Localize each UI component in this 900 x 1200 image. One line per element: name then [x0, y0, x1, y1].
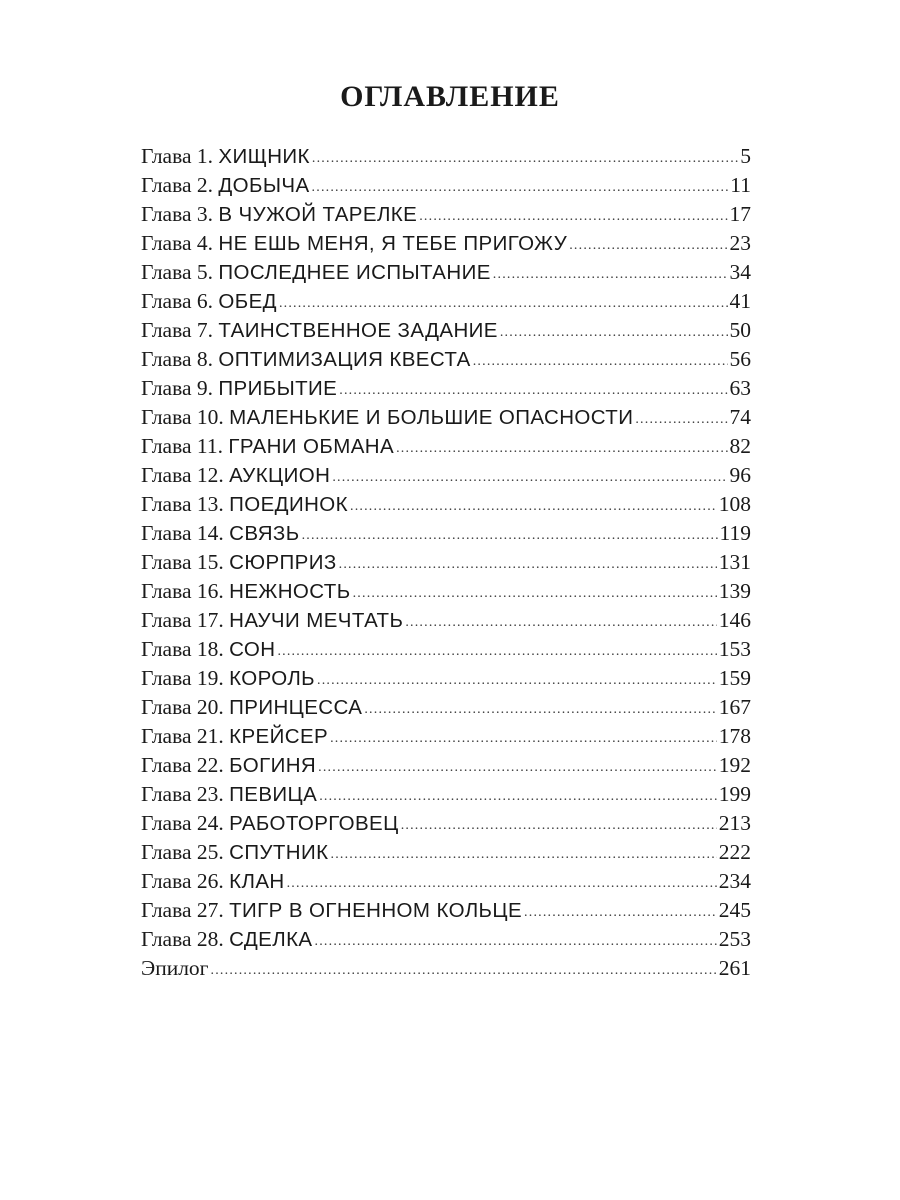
toc-entry-title: КЛАН: [229, 870, 285, 893]
toc-entry-prefix: Глава 22.: [141, 753, 230, 777]
toc-dot-leader: [419, 202, 727, 231]
toc-entry-page-number: 146: [718, 608, 751, 632]
toc-entry-page-number: 23: [729, 231, 751, 255]
toc-entry-prefix: Глава 2.: [141, 173, 219, 197]
toc-entry-page-number: 139: [718, 579, 751, 603]
toc-entry-prefix: Глава 5.: [141, 260, 219, 284]
toc-entry-page-number: 63: [729, 376, 751, 400]
toc-dot-leader: [330, 724, 717, 753]
toc-entry-label: [141, 809, 399, 838]
toc-entry-prefix: Глава 12.: [141, 463, 230, 487]
toc-entry[interactable]: [141, 403, 751, 432]
toc-entry-prefix: Глава 20.: [141, 695, 230, 719]
toc-entry-prefix: Эпилог: [141, 956, 209, 980]
toc-entry-page-number: 131: [718, 550, 751, 574]
toc-entry[interactable]: [141, 693, 751, 722]
toc-entry-prefix: Глава 18.: [141, 637, 230, 661]
toc-entry[interactable]: [141, 577, 751, 606]
toc-entry-page-number: 17: [729, 202, 751, 226]
toc-entry[interactable]: [141, 664, 751, 693]
toc-dot-leader: [401, 811, 717, 840]
toc-entry[interactable]: [141, 258, 751, 287]
toc-entry-label: [141, 345, 471, 374]
toc-dot-leader: [312, 144, 738, 173]
toc-entry[interactable]: [141, 142, 751, 171]
toc-entry-page-number: 253: [718, 927, 751, 951]
toc-dot-leader: [396, 434, 727, 463]
toc-entry-label: [141, 461, 330, 490]
toc-entry-prefix: Глава 14.: [141, 521, 230, 545]
toc-dot-leader: [493, 260, 728, 289]
toc-dot-leader: [315, 927, 717, 956]
toc-entry[interactable]: [141, 780, 751, 809]
toc-entry-title: ДОБЫЧА: [218, 174, 310, 197]
toc-entry[interactable]: [141, 229, 751, 258]
toc-entry-prefix: Глава 10.: [141, 405, 230, 429]
toc-entry-label: [141, 954, 209, 983]
toc-entry-label: [141, 722, 328, 751]
toc-entry-label: [141, 490, 348, 519]
toc-entry-title: ТАИНСТВЕННОЕ ЗАДАНИЕ: [218, 319, 498, 342]
toc-entry-page-number: 222: [718, 840, 751, 864]
toc-entry-prefix: Глава 13.: [141, 492, 230, 516]
toc-dot-leader: [353, 579, 717, 608]
toc-entry[interactable]: [141, 490, 751, 519]
toc-entry[interactable]: [141, 345, 751, 374]
toc-dot-leader: [277, 637, 716, 666]
toc-entry-title: ПОСЛЕДНЕЕ ИСПЫТАНИЕ: [218, 261, 491, 284]
toc-entry-title: СОН: [229, 638, 276, 661]
toc-dot-leader: [287, 869, 717, 898]
toc-entry-page-number: 245: [718, 898, 751, 922]
toc-dot-leader: [302, 521, 718, 550]
toc-entry-label: [141, 838, 329, 867]
toc-dot-leader: [339, 376, 727, 405]
toc-entry[interactable]: [141, 896, 751, 925]
toc-dot-leader: [319, 782, 717, 811]
toc-entry-prefix: Глава 19.: [141, 666, 230, 690]
toc-entry-label: [141, 432, 394, 461]
toc-entry-prefix: Глава 23.: [141, 782, 230, 806]
toc-dot-leader: [473, 347, 728, 376]
toc-dot-leader: [569, 231, 727, 260]
toc-entry-page-number: 56: [729, 347, 751, 371]
toc-entry-label: [141, 258, 491, 287]
toc-entry-page-number: 261: [718, 956, 751, 980]
toc-entry-page-number: 119: [719, 521, 751, 545]
toc-entry[interactable]: [141, 809, 751, 838]
toc-entry[interactable]: [141, 925, 751, 954]
toc-entry[interactable]: [141, 171, 751, 200]
toc-entry-title: БОГИНЯ: [229, 754, 317, 777]
toc-entry-title: ХИЩНИК: [218, 145, 310, 168]
toc-entry-prefix: Глава 4.: [141, 231, 219, 255]
toc-entry-label: [141, 229, 567, 258]
toc-entry-page-number: 159: [718, 666, 751, 690]
toc-entry-title: НЕЖНОСТЬ: [229, 580, 351, 603]
toc-entry-title: ПЕВИЦА: [229, 783, 318, 806]
toc-entry-page-number: 5: [740, 144, 751, 168]
toc-entry-label: [141, 374, 337, 403]
toc-dot-leader: [405, 608, 716, 637]
toc-dot-leader: [350, 492, 717, 521]
toc-entry[interactable]: [141, 519, 751, 548]
toc-entry-title: ПОЕДИНОК: [229, 493, 348, 516]
toc-entry-title: АУКЦИОН: [229, 464, 331, 487]
toc-entry-title: СДЕЛКА: [229, 928, 313, 951]
toc-dot-leader: [318, 753, 717, 782]
toc-entry-title: ПРИНЦЕССА: [229, 696, 363, 719]
toc-entry-title: ГРАНИ ОБМАНА: [228, 435, 395, 458]
table-of-contents: [141, 142, 751, 983]
toc-dot-leader: [317, 666, 717, 695]
toc-entry-page-number: 41: [729, 289, 751, 313]
toc-entry-prefix: Глава 27.: [141, 898, 230, 922]
toc-entry-label: [141, 925, 313, 954]
toc-entry-prefix: Глава 6.: [141, 289, 219, 313]
toc-entry-title: В ЧУЖОЙ ТАРЕЛКЕ: [218, 203, 418, 226]
toc-entry[interactable]: [141, 606, 751, 635]
toc-entry-title: РАБОТОРГОВЕЦ: [229, 812, 399, 835]
toc-entry-prefix: Глава 9.: [141, 376, 219, 400]
toc-entry[interactable]: [141, 722, 751, 751]
toc-dot-leader: [500, 318, 728, 347]
toc-entry-title: НАУЧИ МЕЧТАТЬ: [229, 609, 404, 632]
toc-entry-prefix: Глава 11.: [141, 434, 229, 458]
toc-entry-label: [141, 519, 300, 548]
toc-entry[interactable]: [141, 751, 751, 780]
toc-entry-label: [141, 780, 317, 809]
toc-entry-page-number: 108: [718, 492, 751, 516]
toc-dot-leader: [332, 463, 727, 492]
toc-entry[interactable]: [141, 867, 751, 896]
toc-entry-label: [141, 577, 351, 606]
toc-entry[interactable]: [141, 287, 751, 316]
toc-entry-label: [141, 142, 310, 171]
toc-entry-page-number: 11: [730, 173, 751, 197]
toc-entry-label: [141, 693, 362, 722]
toc-dot-leader: [331, 840, 717, 869]
toc-entry-page-number: 153: [718, 637, 751, 661]
toc-entry-page-number: 199: [718, 782, 751, 806]
toc-entry-label: [141, 867, 285, 896]
toc-entry-title: КРЕЙСЕР: [229, 725, 329, 748]
toc-dot-leader: [364, 695, 716, 724]
toc-entry-page-number: 34: [729, 260, 751, 284]
toc-entry-title: ОБЕД: [218, 290, 277, 313]
toc-entry[interactable]: [141, 200, 751, 229]
toc-entry[interactable]: [141, 635, 751, 664]
toc-entry-page-number: 74: [729, 405, 751, 429]
toc-entry-page-number: 96: [729, 463, 751, 487]
toc-entry-label: [141, 316, 498, 345]
toc-entry-prefix: Глава 21.: [141, 724, 230, 748]
toc-entry-title: МАЛЕНЬКИЕ И БОЛЬШИЕ ОПАСНОСТИ: [229, 406, 634, 429]
toc-entry-prefix: Глава 28.: [141, 927, 230, 951]
toc-entry-prefix: Глава 7.: [141, 318, 219, 342]
toc-entry-title: СЮРПРИЗ: [229, 551, 337, 574]
toc-entry-label: [141, 403, 633, 432]
toc-entry-prefix: Глава 17.: [141, 608, 230, 632]
toc-entry[interactable]: [141, 838, 751, 867]
toc-entry-label: [141, 606, 403, 635]
toc-dot-leader: [339, 550, 717, 579]
toc-entry-page-number: 167: [718, 695, 751, 719]
toc-entry-title: КОРОЛЬ: [229, 667, 316, 690]
toc-entry-page-number: 50: [729, 318, 751, 342]
toc-entry-label: [141, 171, 310, 200]
toc-entry[interactable]: [141, 316, 751, 345]
toc-entry-prefix: Глава 24.: [141, 811, 230, 835]
toc-entry-label: [141, 287, 277, 316]
toc-entry-page-number: 178: [718, 724, 751, 748]
toc-entry[interactable]: [141, 432, 751, 461]
toc-entry[interactable]: [141, 954, 751, 983]
toc-entry-label: [141, 751, 316, 780]
toc-entry-title: ОПТИМИЗАЦИЯ КВЕСТА: [218, 348, 471, 371]
toc-entry-title: ТИГР В ОГНЕННОМ КОЛЬЦЕ: [229, 899, 523, 922]
toc-entry-prefix: Глава 8.: [141, 347, 219, 371]
toc-entry-title: СВЯЗЬ: [229, 522, 300, 545]
toc-entry-page-number: 82: [729, 434, 751, 458]
toc-entry-title: СПУТНИК: [229, 841, 329, 864]
toc-entry-label: [141, 896, 522, 925]
toc-entry-label: [141, 635, 275, 664]
toc-entry[interactable]: [141, 374, 751, 403]
toc-entry-prefix: Глава 3.: [141, 202, 219, 226]
toc-entry-prefix: Глава 16.: [141, 579, 230, 603]
toc-entry-prefix: Глава 1.: [141, 144, 219, 168]
toc-entry-page-number: 192: [718, 753, 751, 777]
toc-dot-leader: [279, 289, 728, 318]
toc-entry-title: НЕ ЕШЬ МЕНЯ, Я ТЕБЕ ПРИГОЖУ: [218, 232, 568, 255]
toc-entry-prefix: Глава 25.: [141, 840, 230, 864]
toc-entry[interactable]: [141, 461, 751, 490]
toc-entry-label: [141, 664, 315, 693]
toc-entry-label: [141, 200, 417, 229]
page-title: ОГЛАВЛЕНИЕ: [340, 80, 560, 113]
toc-dot-leader: [524, 898, 717, 927]
toc-dot-leader: [312, 173, 729, 202]
toc-entry-title: ПРИБЫТИЕ: [218, 377, 338, 400]
toc-dot-leader: [635, 405, 727, 434]
toc-entry-prefix: Глава 26.: [141, 869, 230, 893]
toc-entry-page-number: 213: [718, 811, 751, 835]
toc-entry-page-number: 234: [718, 869, 751, 893]
toc-entry[interactable]: [141, 548, 751, 577]
toc-dot-leader: [211, 956, 717, 985]
toc-entry-prefix: Глава 15.: [141, 550, 230, 574]
toc-entry-label: [141, 548, 337, 577]
